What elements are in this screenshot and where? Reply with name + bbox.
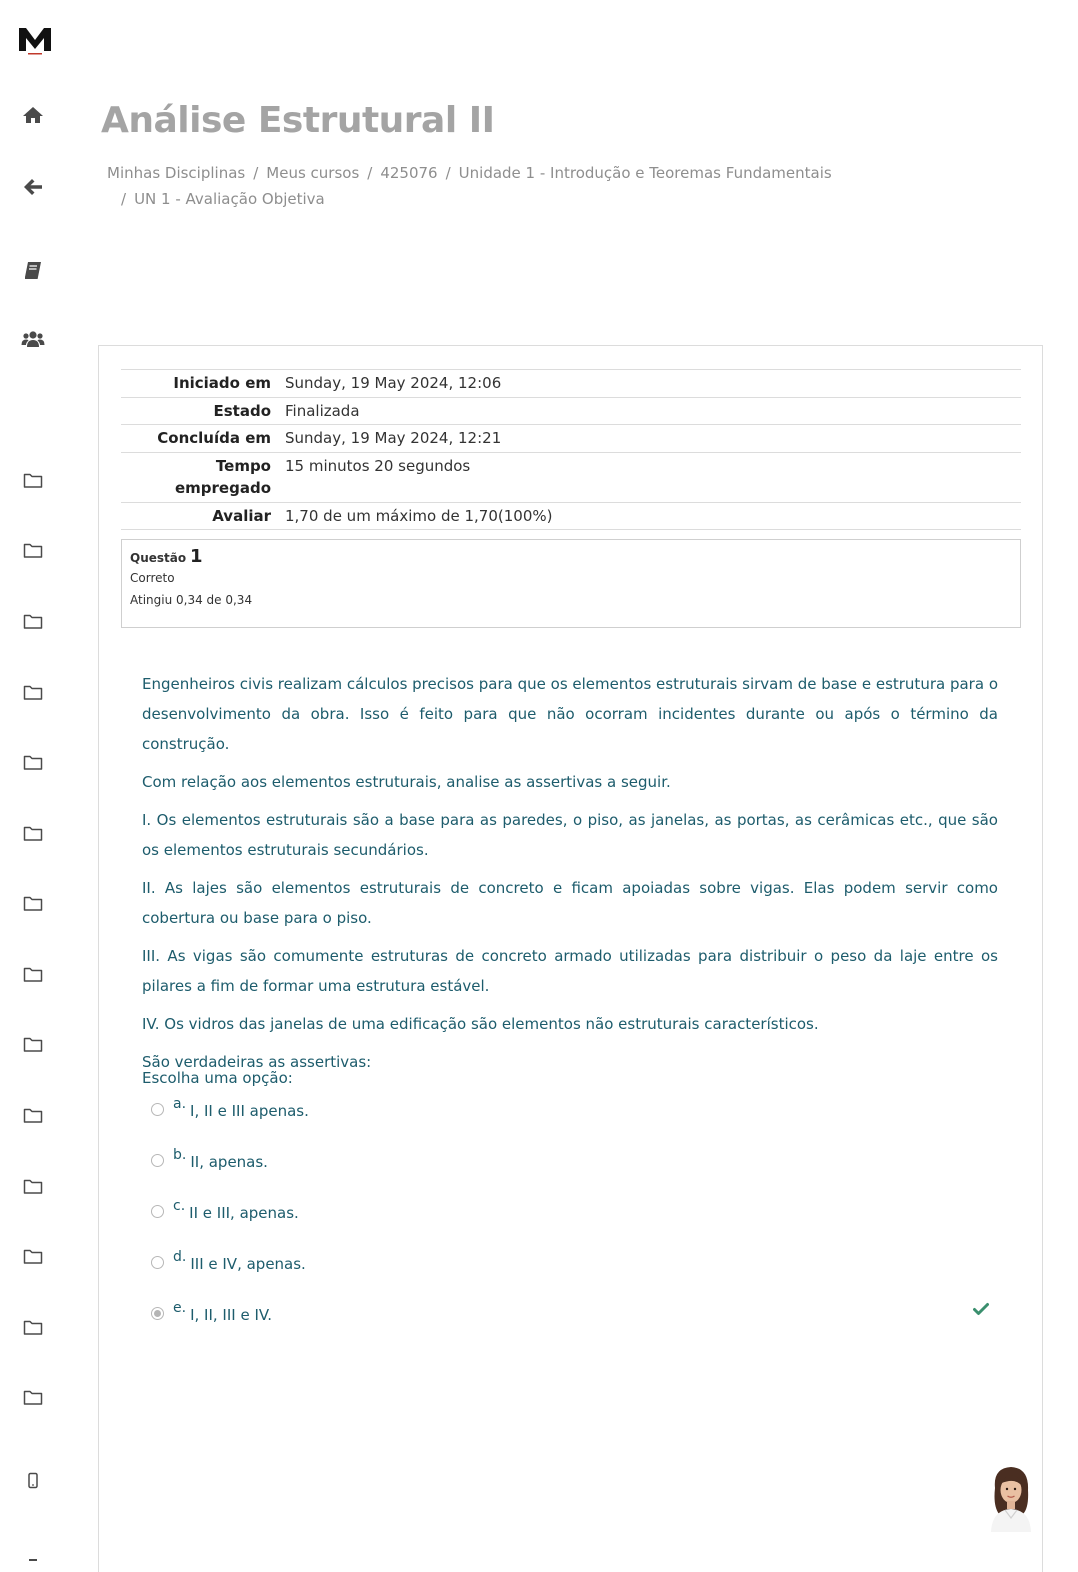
summary-value: Sunday, 19 May 2024, 12:06	[285, 374, 502, 392]
back-arrow-icon[interactable]	[20, 175, 46, 199]
book-icon[interactable]	[20, 258, 46, 282]
breadcrumb-avaliacao[interactable]: UN 1 - Avaliação Objetiva	[134, 190, 325, 208]
summary-label: Avaliar	[212, 506, 271, 525]
question-paragraph: II. As lajes são elementos estruturais de concreto e ficam apoiadas sobre vigas. Elas podem servir como cobertura ou base para o piso.	[142, 879, 998, 927]
option-letter: d.	[173, 1249, 187, 1265]
summary-label: Estado	[213, 401, 271, 420]
option-text: II, apenas.	[190, 1153, 268, 1171]
breadcrumb-minhas-disciplinas[interactable]: Minhas Disciplinas	[107, 164, 246, 182]
breadcrumb-course-code[interactable]: 425076	[380, 164, 438, 182]
folder-icon[interactable]	[20, 962, 46, 986]
option-radio[interactable]	[151, 1256, 164, 1269]
summary-row	[121, 397, 1021, 425]
question-text	[142, 669, 998, 1085]
option-e[interactable]	[151, 1300, 272, 1324]
folder-icon[interactable]	[20, 1385, 46, 1409]
page-title: Análise Estrutural II	[101, 100, 495, 141]
folder-icon[interactable]	[20, 609, 46, 633]
question-paragraph: Engenheiros civis realizam cálculos precisos para que os elementos estruturais sirvam de base e estrutura para o desenvolvimento da obra. Isso é feito para que não ocorram incidentes durante ou após o término da construção.	[142, 675, 998, 753]
folder-icon[interactable]	[20, 1103, 46, 1127]
question-paragraph: Com relação aos elementos estruturais, analise as assertivas a seguir.	[142, 773, 671, 791]
summary-label: Iniciado em	[173, 374, 271, 392]
quiz-review-card	[98, 345, 1043, 1572]
collapse-icon[interactable]	[20, 1546, 46, 1570]
option-c[interactable]	[151, 1198, 299, 1222]
folder-icon[interactable]	[20, 750, 46, 774]
question-grade: Atingiu 0,34 de 0,34	[130, 593, 253, 607]
question-number: 1	[189, 546, 203, 567]
breadcrumb-separator: /	[367, 164, 373, 182]
folder-icon[interactable]	[20, 468, 46, 492]
option-text: II e III, apenas.	[189, 1204, 299, 1222]
option-letter: c.	[173, 1198, 186, 1214]
summary-row	[121, 370, 1021, 398]
option-letter: a.	[173, 1096, 187, 1112]
breadcrumb-separator: /	[445, 164, 451, 182]
option-text: III e IV, apenas.	[190, 1255, 306, 1273]
folder-icon[interactable]	[20, 821, 46, 845]
option-letter: b.	[173, 1147, 187, 1163]
option-letter: e.	[173, 1300, 187, 1316]
option-radio[interactable]	[151, 1154, 164, 1167]
question-paragraph: São verdadeiras as assertivas:	[142, 1053, 372, 1071]
folder-icon[interactable]	[20, 891, 46, 915]
users-icon[interactable]	[20, 327, 46, 351]
option-a[interactable]	[151, 1096, 309, 1120]
summary-value: Finalizada	[285, 401, 360, 420]
mobile-icon[interactable]	[20, 1469, 46, 1493]
option-b[interactable]	[151, 1147, 268, 1171]
attempt-summary-table	[121, 369, 1021, 530]
summary-value: 1,70 de um máximo de 1,70(100%)	[285, 506, 553, 525]
summary-label: Concluída em	[157, 429, 271, 447]
folder-icon[interactable]	[20, 680, 46, 704]
summary-value: Sunday, 19 May 2024, 12:21	[285, 429, 502, 447]
option-text: I, II e III apenas.	[190, 1102, 309, 1120]
question-info-box	[121, 539, 1021, 628]
sidebar	[0, 0, 70, 1572]
summary-row	[121, 502, 1021, 530]
breadcrumb-unidade[interactable]: Unidade 1 - Introdução e Teoremas Fundamentais	[458, 164, 832, 182]
home-icon[interactable]	[20, 103, 46, 127]
checkmark-icon	[973, 1301, 989, 1320]
breadcrumb-separator: /	[121, 190, 127, 208]
folder-icon[interactable]	[20, 1244, 46, 1268]
option-radio[interactable]	[151, 1205, 164, 1218]
option-d[interactable]	[151, 1249, 306, 1273]
option-radio-selected[interactable]	[151, 1307, 164, 1320]
summary-row	[121, 452, 1021, 502]
summary-label: Tempo empregado	[174, 456, 271, 497]
breadcrumb-meus-cursos[interactable]: Meus cursos	[266, 164, 360, 182]
summary-value: 15 minutos 20 segundos	[285, 456, 471, 475]
folder-icon[interactable]	[20, 1174, 46, 1198]
question-label: Questão	[130, 551, 187, 565]
breadcrumb-separator: /	[253, 164, 259, 182]
folder-icon[interactable]	[20, 538, 46, 562]
folder-icon[interactable]	[20, 1315, 46, 1339]
question-paragraph: I. Os elementos estruturais são a base para as paredes, o piso, as janelas, as portas, as cerâmicas etc., que são os elementos estruturais secundários.	[142, 811, 998, 859]
brand-logo[interactable]	[17, 24, 53, 56]
breadcrumb	[107, 160, 1007, 212]
options-prompt: Escolha uma opção:	[142, 1069, 293, 1087]
summary-row	[121, 425, 1021, 453]
folder-icon[interactable]	[20, 1032, 46, 1056]
assistant-avatar[interactable]	[985, 1462, 1037, 1532]
question-paragraph: IV. Os vidros das janelas de uma edificação são elementos não estruturais característicos.	[142, 1015, 819, 1033]
question-status: Correto	[130, 571, 175, 585]
question-paragraph: III. As vigas são comumente estruturas de concreto armado utilizadas para distribuir o peso da laje entre os pilares a fim de formar uma estrutura estável.	[142, 947, 998, 995]
option-text: I, II, III e IV.	[190, 1306, 272, 1324]
option-radio[interactable]	[151, 1103, 164, 1116]
